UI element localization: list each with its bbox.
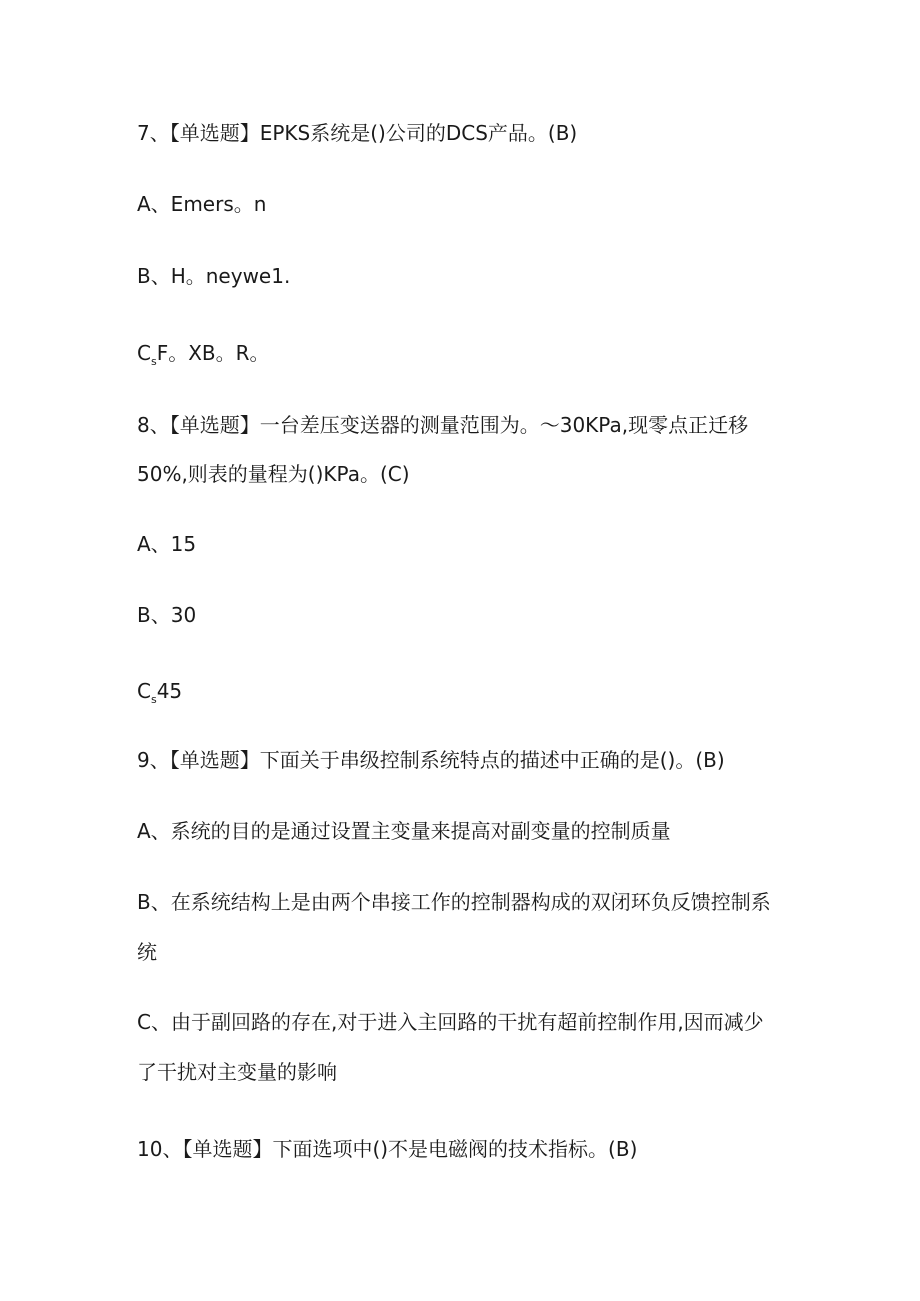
question-9-option-b-line-1: B、在系统结构上是由两个串接工作的控制器构成的双闭环负反馈控制系 bbox=[137, 890, 771, 914]
option-letter: C bbox=[137, 679, 151, 703]
option-text: F。XB。R。 bbox=[156, 341, 270, 365]
question-9-option-a: A、系统的目的是通过设置主变量来提高对副变量的控制质量 bbox=[137, 819, 671, 843]
question-7-option-a: A、Emers。n bbox=[137, 192, 267, 216]
question-8-stem-line-1: 8、【单选题】一台差压变送器的测量范围为。～30KPa,现零点正迁移 bbox=[137, 413, 749, 437]
question-10-stem: 10、【单选题】下面选项中()不是电磁阀的技术指标。(B) bbox=[137, 1137, 638, 1161]
question-7-option-b: B、H。neywe1. bbox=[137, 264, 291, 288]
question-7-stem: 7、【单选题】EPKS系统是()公司的DCS产品。(B) bbox=[137, 121, 578, 145]
question-8-stem-line-2: 50%,则表的量程为()KPa。(C) bbox=[137, 462, 410, 486]
question-8-option-c bbox=[137, 679, 183, 706]
option-subscript: s bbox=[150, 355, 157, 368]
question-8-option-a: A、15 bbox=[137, 532, 197, 556]
option-letter: C bbox=[137, 341, 151, 365]
question-9-option-c-line-1: C、由于副回路的存在,对于进入主回路的干扰有超前控制作用,因而减少 bbox=[137, 1010, 764, 1034]
question-9-option-c-line-2: 了干扰对主变量的影响 bbox=[137, 1060, 337, 1084]
question-8-option-b: B、30 bbox=[137, 603, 197, 627]
option-text: 45 bbox=[156, 679, 183, 703]
question-7-option-c bbox=[137, 341, 270, 368]
question-9-option-b-line-2: 统 bbox=[137, 940, 157, 964]
option-subscript: s bbox=[150, 693, 157, 706]
question-9-stem: 9、【单选题】下面关于串级控制系统特点的描述中正确的是()。(B) bbox=[137, 748, 725, 772]
